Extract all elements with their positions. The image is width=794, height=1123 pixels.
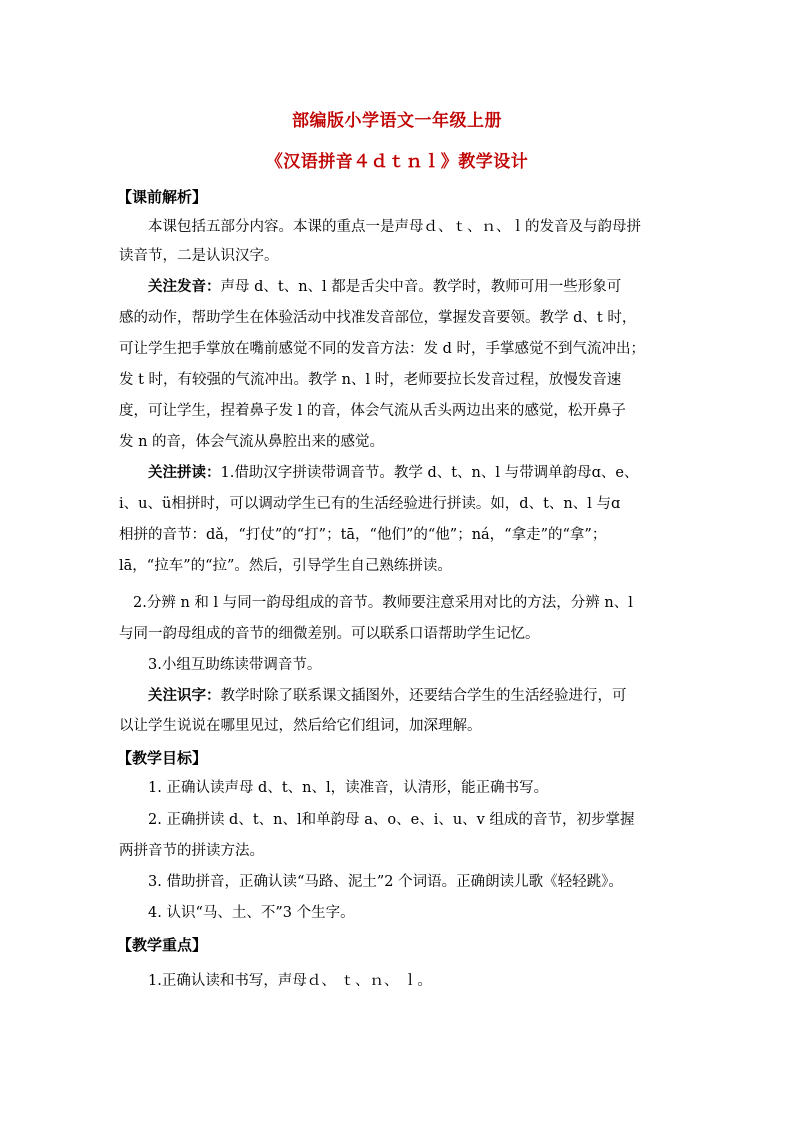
list-item: 1.正确认读和书写，声母ｄ、 ｔ、ｎ、 ｌ。 [148, 973, 433, 989]
list-item: 3. 借助拼音，正确认读“马路、泥土”2 个词语。正确朗读儿歌《轻轻跳》。 [148, 874, 623, 890]
paragraph-line: 3.小组互助练读带调音节。 [148, 657, 322, 673]
paragraph-line: lā，“拉车”的“拉”。然后，引导学生自己熟练拼读。 [119, 558, 452, 574]
characters-text: 教学时除了联系课文插图外，还要结合学生的生活经验进行，可 [220, 688, 627, 704]
paragraph-line: 本课包括五部分内容。本课的重点一是声母ｄ、ｔ、ｎ、ｌ的发音及与韵母拼 [148, 219, 641, 235]
paragraph-line: 感的动作，帮助学生在体验活动中找准发音部位，掌握发音要领。教学 d、t 时， [119, 310, 637, 326]
section-heading-goals: 【教学目标】 [117, 749, 208, 767]
list-item: 4. 认识“马、土、不”3 个生字。 [148, 905, 355, 921]
paragraph-line: 相拼的音节：dǎ，“打仗”的“打”；tā，“他们”的“他”；ná，“拿走”的“拿”； [119, 527, 607, 543]
paragraph-line: 发 n 的音，体会气流从鼻腔出来的感觉。 [119, 434, 385, 450]
spelling-text: 1.借助汉字拼读带调音节。教学 d、t、n、l 与带调单韵母ɑ、e、 [220, 465, 639, 481]
paragraph-line [148, 277, 621, 297]
characters-label: 关注识字： [148, 687, 221, 704]
paragraph-line: i、u、ü相拼时，可以调动学生已有的生活经验进行拼读。如，d、t、n、l 与ɑ [119, 496, 621, 512]
section-heading-analysis: 【课前解析】 [117, 188, 208, 206]
list-item: 1. 正确认读声母 d、t、n、l，读准音，认清形，能正确书写。 [148, 780, 549, 796]
paragraph-line: 读音节，二是认识汉字。 [119, 248, 279, 264]
paragraph-line [148, 463, 639, 483]
list-item: 2. 正确拼读 d、t、n、l和单韵母 a、o、e、i、u、v 组成的音节，初步掌握 [148, 812, 635, 828]
list-item: 两拼音节的拼读方法。 [119, 843, 264, 859]
pronunciation-label: 关注发音： [148, 278, 221, 295]
section-heading-focus: 【教学重点】 [117, 936, 208, 954]
paragraph-line: 可让学生把手掌放在嘴前感觉不同的发音方法：发 d 时，手掌感觉不到气流冲出； [119, 341, 645, 357]
paragraph-line: 度，可让学生，捏着鼻子发 l 的音，体会气流从舌头两边出来的感觉，松开鼻子 [119, 403, 626, 419]
spelling-label: 关注拼读： [148, 464, 221, 481]
pronunciation-text: 声母 d、t、n、l 都是舌尖中音。教学时，教师可用一些形象可 [220, 279, 622, 295]
paragraph-line: 以让学生说说在哪里见过，然后给它们组词，加深理解。 [119, 718, 482, 734]
paragraph-line: 发 t 时，有较强的气流冲出。教学 n、l 时，老师要拉长发音过程，放慢发音速 [119, 372, 622, 388]
document-subtitle: 《汉语拼音４ｄｔｎｌ》教学设计 [265, 152, 529, 172]
paragraph-line [148, 686, 627, 706]
paragraph-line: 与同一韵母组成的音节的细微差别。可以联系口语帮助学生记忆。 [119, 626, 540, 642]
paragraph-line: 2.分辨 n 和 l 与同一韵母组成的音节。教师要注意采用对比的方法，分辨 n、l [133, 595, 633, 611]
document-title: 部编版小学语文一年级上册 [292, 111, 502, 131]
